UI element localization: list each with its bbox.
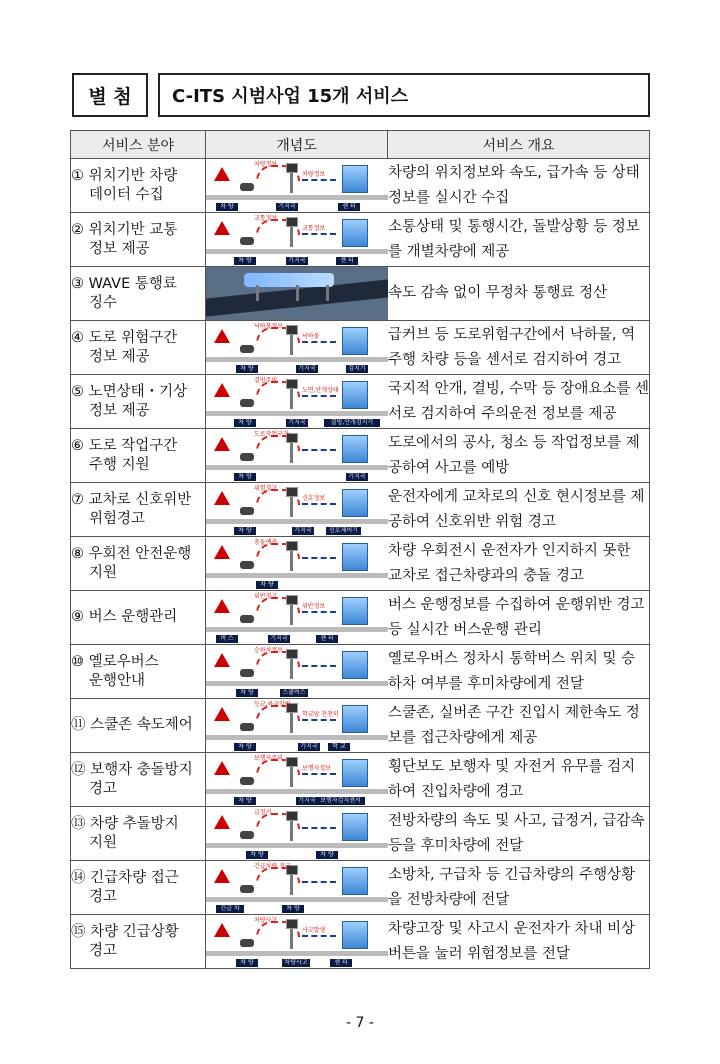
diagram-tag: 차량정보 [302,171,326,178]
service-summary-cell: 옐로우버스 정차시 통학버스 위치 및 승하차 여부를 후미차량에게 전달 [388,645,650,699]
data-link-line [302,719,336,721]
antenna-box-icon [286,919,298,929]
diagram-tag: 위반경고 [254,593,278,600]
concept-diagram [206,915,388,968]
service-name-line1: 차량 추돌방지 [90,815,179,832]
gate-pillar [296,285,299,301]
diagram-label: 차 량 [234,419,256,427]
diagram-label: 버 스 [216,635,238,643]
service-name-line2: 정보 제공 [89,348,150,365]
car-icon [240,561,254,569]
data-link-line [302,665,336,667]
service-name-line1: 긴급차량 접근 [90,869,179,886]
concept-diagram-cell [206,375,388,429]
diagram-label: 신호제어기 [326,527,361,535]
diagram-label: 차 량 [236,959,258,967]
service-name-line2: 지원 [89,564,118,581]
service-name-line1: 노면상태・기상 [88,383,188,400]
warning-sign-icon [214,869,230,883]
concept-diagram-cell [206,213,388,267]
diagram-label: 차 량 [256,581,278,589]
road-shape [206,735,388,740]
diagram-tag: 학교앞 천천히 [302,711,339,718]
table-row [71,267,650,321]
service-field-cell [71,699,206,753]
col-header-diagram: 개념도 [206,131,388,159]
service-summary-cell: 운전자에게 교차로의 신호 현시정보를 제공하여 신호위반 위험 경고 [388,483,650,537]
service-summary-cell: 속도 감속 없이 무정차 통행료 정산 [388,267,650,321]
warning-sign-icon [214,599,230,613]
diagram-tag: 사고발생 [302,927,326,934]
road-shape [206,789,388,794]
table-row [71,537,650,591]
diagram-tag: 위반정보 [302,603,326,610]
car-icon [240,777,254,785]
concept-diagram-cell [206,159,388,213]
service-field-cell [71,159,206,213]
data-link-line [302,773,336,775]
diagram-label: 기지국 [276,203,298,211]
diagram-label: 기지국 [296,365,318,373]
concept-diagram-cell [206,267,388,321]
service-name-line2: 경고 [89,780,118,797]
concept-diagram [206,645,388,698]
diagram-label: 검지기 [346,365,368,373]
table-row [71,483,650,537]
diagram-tag: 보행자정보 [302,765,331,772]
service-summary-cell: 횡단보도 보행자 및 자전거 유무를 검지하여 진입차량에 경고 [388,753,650,807]
diagram-label: 기지국 [292,527,314,535]
center-building-icon [342,489,368,517]
car-icon [240,723,254,731]
service-name-line1: WAVE 통행료 [88,275,177,292]
concept-diagram [206,321,388,374]
car-icon [240,831,254,839]
service-summary-cell: 국지적 안개, 결빙, 수막 등 장애요소를 센서로 검지하여 주의운전 정보를 제공 [388,375,650,429]
service-name-line2: 주행 지원 [89,456,150,473]
service-field-cell [71,915,206,969]
diagram-label: 차 량 [236,365,258,373]
concept-diagram-cell [206,645,388,699]
diagram-tag: 결빙주의 [254,377,278,384]
services-table [70,130,650,969]
service-field-cell [71,861,206,915]
antenna-box-icon [286,757,298,767]
table-row [71,591,650,645]
table-row [71,375,650,429]
car-icon [240,183,254,191]
concept-diagram [206,861,388,914]
service-number: ⑮ [71,923,86,940]
concept-diagram-cell [206,915,388,969]
service-field-cell [71,591,206,645]
service-number: ⑦ [71,491,84,508]
diagram-tag: 긴급차량 접근 [254,863,291,870]
road-shape [206,195,388,200]
center-building-icon [342,381,368,409]
center-building-icon [342,813,368,841]
concept-diagram [206,375,388,428]
diagram-tag: 위험경고 [254,485,278,492]
service-summary-cell: 차량의 위치정보와 속도, 급가속 등 상태정보를 실시간 수집 [388,159,650,213]
car-icon [240,507,254,515]
center-building-icon [342,597,368,625]
antenna-box-icon [286,649,298,659]
car-icon [240,885,254,893]
antenna-box-icon [286,325,298,335]
center-building-icon [342,651,368,679]
concept-diagram [206,591,388,644]
warning-sign-icon [214,545,230,559]
service-number: ⑫ [71,761,86,778]
data-link-line [302,395,336,397]
diagram-label: 기지국 [298,743,320,751]
diagram-tag: 승하차정보 [254,647,283,654]
diagram-label: 기지국 [296,797,318,805]
road-shape [206,951,388,956]
data-link-line [302,827,336,829]
table-row [71,645,650,699]
concept-diagram-cell [206,483,388,537]
diagram-label: 차 량 [234,257,256,265]
service-name-line1: 위치기반 교통 [88,221,178,238]
service-name-line1: 우회전 안전운행 [88,545,192,562]
road-shape [206,843,388,848]
service-number: ③ [71,275,84,292]
diagram-label: 차 량 [234,797,256,805]
diagram-tag: 등교,하교알림 [254,701,291,708]
center-building-icon [342,327,368,355]
service-summary-cell: 버스 운행정보를 수집하여 운행위반 경고 등 실시간 버스운행 관리 [388,591,650,645]
road-shape [206,897,388,902]
concept-diagram [206,807,388,860]
center-building-icon [342,921,368,949]
center-building-icon [342,543,368,571]
car-icon [240,669,254,677]
diagram-label: 차 량 [234,743,256,751]
diagram-tag: 보행자주의 [254,755,283,762]
antenna-box-icon [286,595,298,605]
service-number: ⑭ [71,869,86,886]
service-field-cell [71,321,206,375]
diagram-label: 긴급 차 [216,905,244,913]
service-name-line1: 도로 위험구간 [88,329,178,346]
diagram-label: 기지국 [268,635,290,643]
warning-sign-icon [214,167,230,181]
road-shape [206,519,388,524]
diagram-tag: 교통정보 [302,225,326,232]
concept-diagram [206,753,388,806]
concept-diagram [206,159,388,212]
antenna-box-icon [286,541,298,551]
concept-diagram [206,483,388,536]
service-name-line2: 운행안내 [89,672,146,689]
service-name-line1: 도로 작업구간 [88,437,178,454]
data-link-line [302,179,336,181]
service-number: ④ [71,329,84,346]
service-number: ⑧ [71,545,84,562]
service-name-line2: 정보 제공 [89,240,150,257]
data-link-line [302,341,336,343]
car-icon [240,453,254,461]
antenna-box-icon [286,217,298,227]
diagram-label: 차량사고 [282,959,310,967]
service-summary-cell: 차량 우회전시 운전자가 인지하지 못한 교차로 접근차량과의 충돌 경고 [388,537,650,591]
antenna-box-icon [286,487,298,497]
concept-diagram-cell [206,537,388,591]
service-name-line2: 경고 [89,942,118,959]
table-row [71,915,650,969]
diagram-tag: 차량사고 [254,917,278,924]
diagram-label: 차 량 [234,527,256,535]
diagram-label: 차 량 [216,203,238,211]
service-field-cell [71,267,206,321]
warning-sign-icon [214,653,230,667]
diagram-tag: 낙하물 [302,333,320,340]
diagram-label: 차 량 [234,473,256,481]
road-shape [206,411,388,416]
road-shape [206,465,388,470]
antenna-box-icon [286,163,298,173]
center-building-icon [342,219,368,247]
diagram-label: 센 터 [330,959,352,967]
page-title: C-ITS 시범사업 15개 서비스 [158,73,650,117]
service-field-cell [71,807,206,861]
road-shape [206,249,388,254]
service-summary-cell: 소방차, 구급차 등 긴급차량의 주행상황을 전방차량에 전달 [388,861,650,915]
service-summary-cell: 스쿨존, 실버존 구간 진입시 제한속도 정보를 접근차량에게 제공 [388,699,650,753]
table-row [71,699,650,753]
appendix-tag: 별 첨 [72,73,148,117]
concept-diagram-cell [206,321,388,375]
concept-diagram [206,267,388,320]
warning-sign-icon [214,923,230,937]
diagram-label: 차 량 [246,851,268,859]
table-row [71,753,650,807]
service-number: ⑤ [71,383,84,400]
concept-diagram-cell [206,861,388,915]
service-number: ⑪ [71,717,86,733]
data-link-line [302,503,336,505]
diagram-label: 기지국 [286,419,308,427]
data-link-line [302,233,336,235]
table-row [71,807,650,861]
warning-sign-icon [214,383,230,397]
diagram-tag: 교통정보 [254,215,278,222]
data-link-line [302,611,336,613]
gate-pillar [256,285,259,301]
diagram-tag: 도로작업구간 [254,431,289,438]
service-name-line2: 위험경고 [89,510,146,527]
concept-diagram-cell [206,753,388,807]
diagram-tag: 충돌예측 [254,539,278,546]
antenna-box-icon [286,379,298,389]
diagram-tag: 급정거 [254,809,272,816]
service-number: ② [71,221,84,238]
service-name-line1: 차량 긴급상황 [90,923,179,940]
diagram-label: 기지국 [286,257,308,265]
warning-sign-icon [214,761,230,775]
diagram-label: 센 터 [338,203,360,211]
data-link-line [302,557,336,559]
center-building-icon [342,759,368,787]
road-shape [206,681,388,686]
car-icon [240,939,254,947]
service-number: ⑥ [71,437,84,454]
table-row [71,213,650,267]
car-icon [240,399,254,407]
service-number: ⑩ [71,653,84,670]
concept-diagram [206,429,388,482]
concept-diagram [206,213,388,266]
concept-diagram [206,537,388,590]
car-icon [240,615,254,623]
center-building-icon [342,705,368,733]
service-number: ⑨ [71,609,84,625]
col-header-field: 서비스 분야 [71,131,206,159]
service-summary-cell: 도로에서의 공사, 청소 등 작업정보를 제공하여 사고를 예방 [388,429,650,483]
diagram-label: 학 교 [328,743,350,751]
road-shape [206,357,388,362]
road-shape [206,573,388,578]
service-field-cell [71,537,206,591]
diagram-label: 센 터 [316,635,338,643]
data-link-line [302,935,336,937]
diagram-tag: 낙하물정보 [254,323,283,330]
service-name-line1: 보행자 충돌방지 [90,761,193,778]
center-building-icon [342,435,368,463]
service-name-line2: 정보 제공 [89,402,150,419]
warning-sign-icon [214,491,230,505]
concept-diagram-cell [206,807,388,861]
diagram-label: 결빙,안개검지기 [324,419,380,427]
diagram-tag: 신호정보 [302,495,326,502]
warning-sign-icon [214,707,230,721]
service-name-line1: 스쿨존 속도제어 [90,717,193,733]
car-icon [240,237,254,245]
service-field-cell [71,483,206,537]
diagram-label: 기지국 [346,473,368,481]
service-field-cell [71,645,206,699]
table-row [71,321,650,375]
service-name-line2: 경고 [89,888,118,905]
service-name-line1: 버스 운행관리 [88,609,178,625]
table-row [71,159,650,213]
diagram-label: 차 량 [236,689,258,697]
diagram-label: 스쿨버스 [280,689,308,697]
concept-diagram-cell [206,591,388,645]
diagram-label: 보행자검지센서 [316,797,365,805]
service-field-cell [71,375,206,429]
antenna-box-icon [286,811,298,821]
diagram-label: 차 량 [316,851,338,859]
center-building-icon [342,867,368,895]
table-row [71,861,650,915]
warning-sign-icon [214,815,230,829]
col-header-summary: 서비스 개요 [388,131,650,159]
data-link-line [302,881,336,883]
service-field-cell [71,429,206,483]
warning-sign-icon [214,221,230,235]
diagram-tag: 노면,안개상태 [302,387,339,394]
service-summary-cell: 차량고장 및 사고시 운전자가 차내 비상버튼을 눌러 위험정보를 전달 [388,915,650,969]
page-number: - 7 - [346,1015,374,1031]
table-row [71,429,650,483]
gate-pillar [326,285,329,301]
service-name-line1: 옐로우버스 [88,653,159,670]
concept-diagram-cell [206,699,388,753]
table-header-row [71,131,650,159]
diagram-label: 차 량 [282,905,304,913]
service-field-cell [71,753,206,807]
service-number: ⑬ [71,815,86,832]
service-name-line2: 지원 [89,834,118,851]
service-summary-cell: 소통상태 및 통행시간, 돌발상황 등 정보를 개별차량에 제공 [388,213,650,267]
service-summary-cell: 급커브 등 도로위험구간에서 낙하물, 역주행 차량 등을 센서로 검지하여 경고 [388,321,650,375]
diagram-tag: 차량정보 [254,161,278,168]
service-name-line2: 징수 [89,294,118,311]
service-number: ① [71,167,84,184]
warning-sign-icon [214,437,230,451]
road-shape [206,627,388,632]
diagram-label: 센 터 [336,257,358,265]
service-summary-cell: 전방차량의 속도 및 사고, 급정거, 급감속 등을 후미차량에 전달 [388,807,650,861]
car-icon [240,345,254,353]
center-building-icon [342,165,368,193]
service-name-line2: 데이터 수집 [89,186,164,203]
concept-diagram [206,699,388,752]
service-name-line1: 교차로 신호위반 [88,491,192,508]
warning-sign-icon [214,329,230,343]
service-field-cell [71,213,206,267]
service-name-line1: 위치기반 차량 [88,167,178,184]
concept-diagram-cell [206,429,388,483]
data-link-line [302,449,336,451]
